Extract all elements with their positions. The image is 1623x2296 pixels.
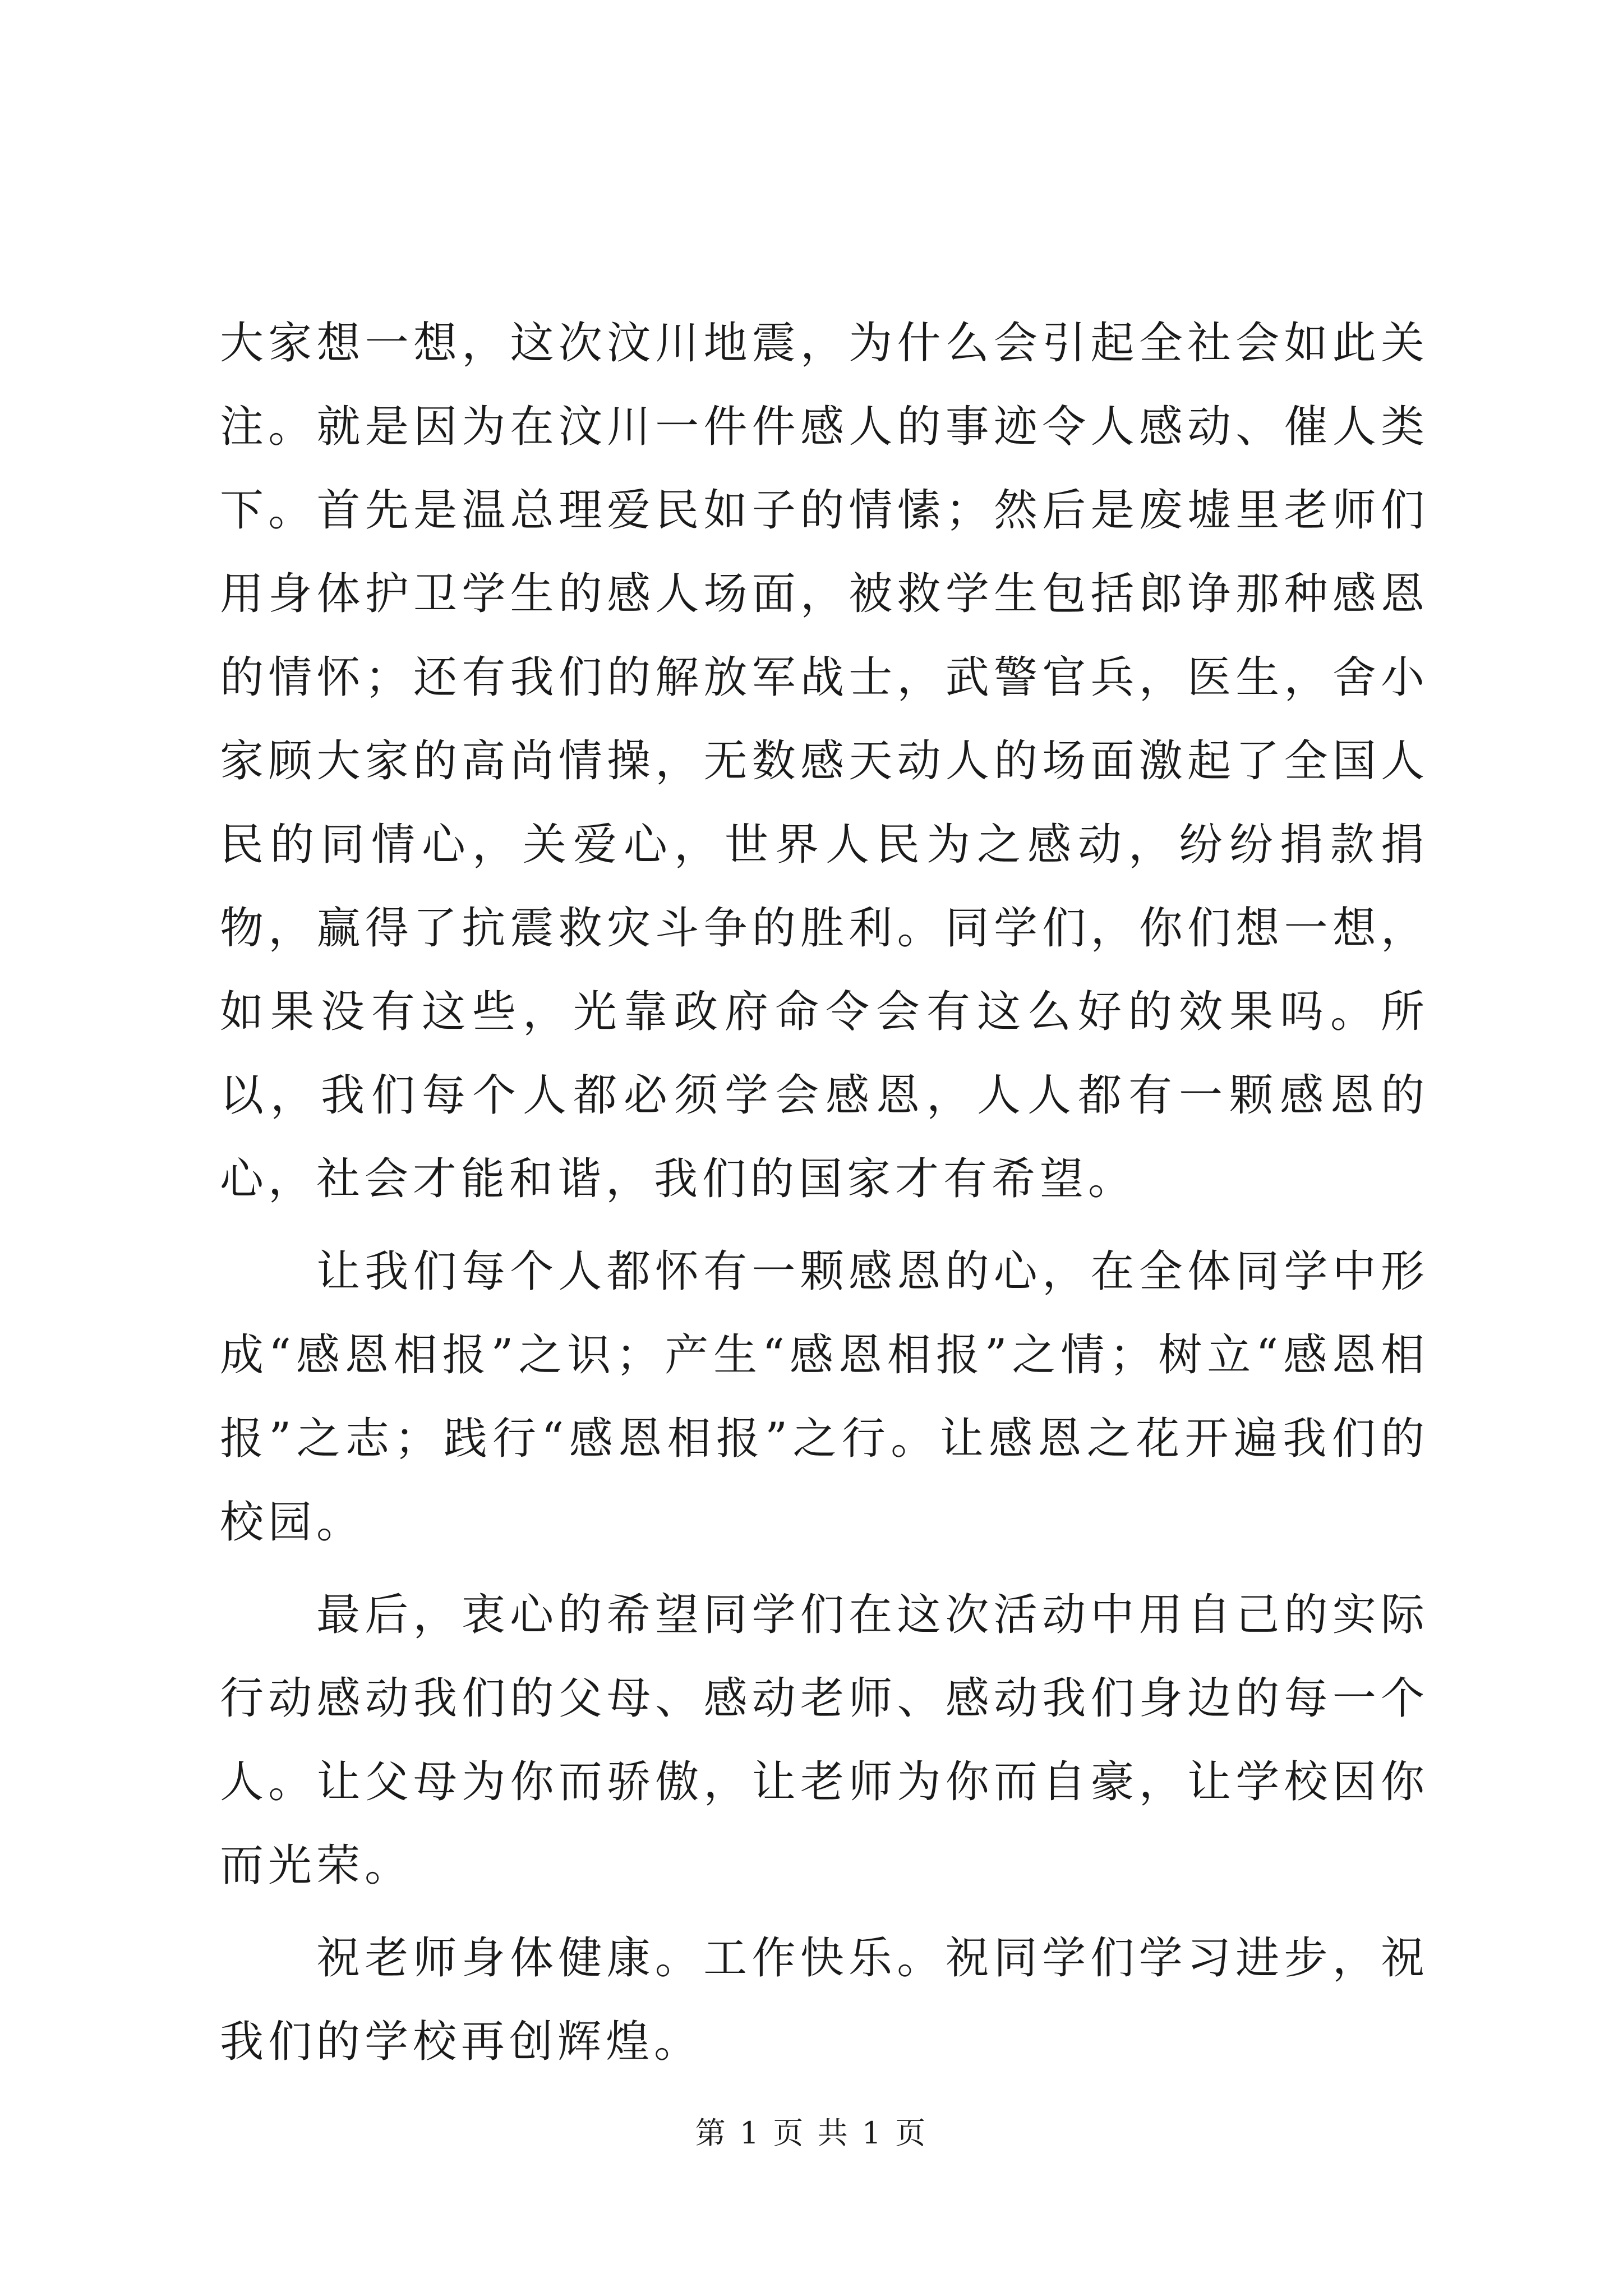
page-number-footer: 第 1 页 共 1 页 <box>695 2115 928 2151</box>
document-body <box>220 302 1429 2093</box>
paragraph-gratitude: 让我们每个人都怀有一颗感恩的心，在全体同学中形成“感恩相报”之识；产生“感恩相报”之情；树立“感恩相报”之志；践行“感恩相报”之行。让感恩之花开遍我们的校园。 <box>220 1246 1429 1548</box>
paragraph-closing-hope: 最后，衷心的希望同学们在这次活动中用自己的实际行动感动我们的父母、感动老师、感动我们身边的每一个人。让父母为你而骄傲，让老师为你而自豪，让学校因你而光荣。 <box>220 1590 1429 1891</box>
paragraph-earthquake: 大家想一想，这次汶川地震，为什么会引起全社会如此关注。就是因为在汶川一件件感人的事迹令人感动、催人类下。首先是温总理爱民如子的情愫；然后是废墟里老师们用身体护卫学生的感人场面，被救学生包括郎诤那种感恩的情怀；还有我们的解放军战士，武警官兵，医生，舍小家顾大家的高尚情操，无数感天动人的场面激起了全国人民的同情心，关爱心，世界人民为之感动，纷纷捐款捐物，赢得了抗震救灾斗争的胜利。同学们，你们想一想，如果没有这些，光靠政府命令会有这么好的效果吗。所以，我们每个人都必须学会感恩，人人都有一颗感恩的心，社会才能和谐，我们的国家才有希望。 <box>220 318 1429 1204</box>
paragraph-wishes: 祝老师身体健康。工作快乐。祝同学们学习进步，祝我们的学校再创辉煌。 <box>220 1933 1429 2067</box>
